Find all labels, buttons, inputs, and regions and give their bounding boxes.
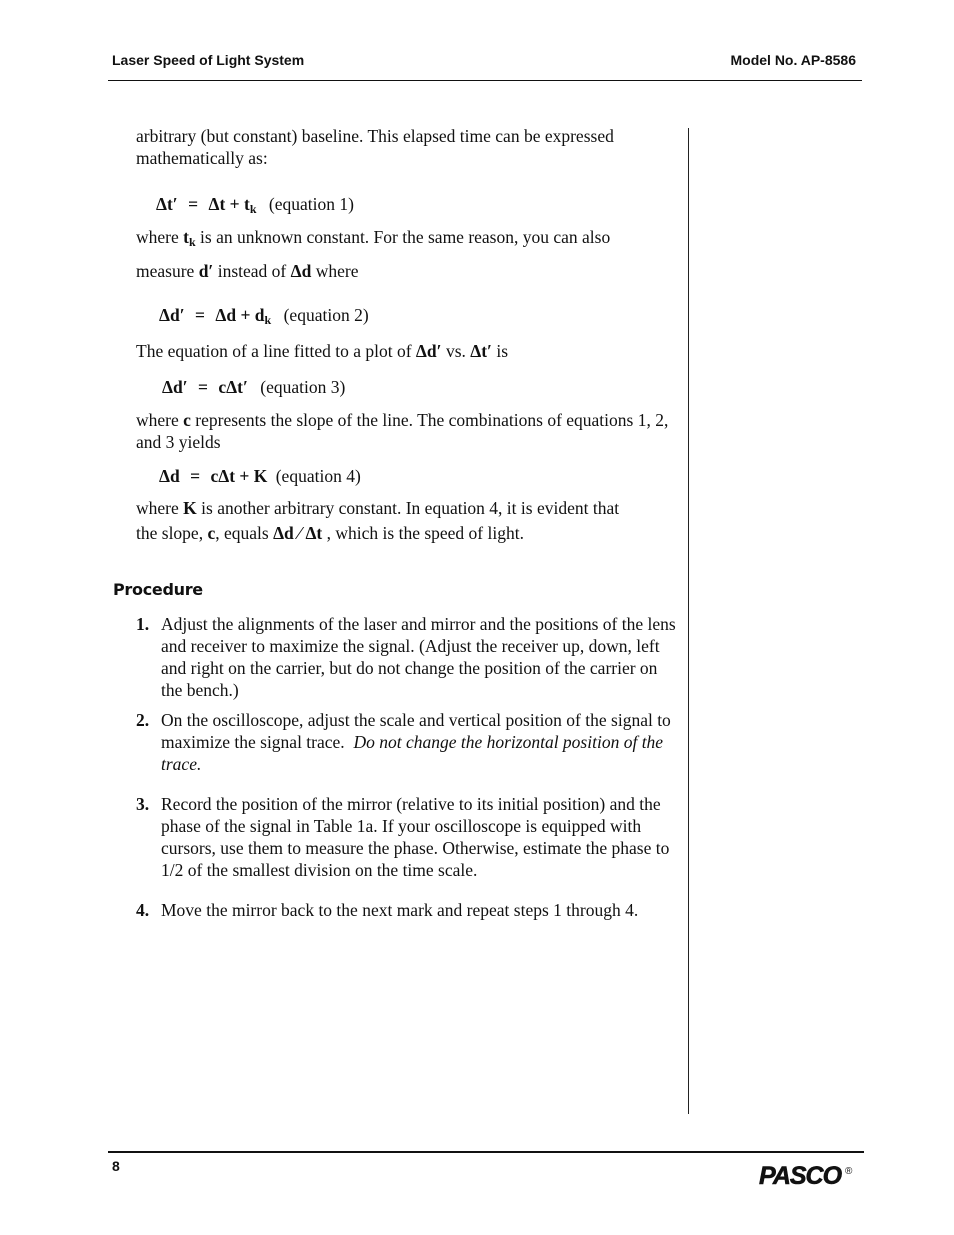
procedure-step (136, 793, 681, 881)
eq2-lhs: Δd′ (159, 305, 185, 325)
equation-3 (162, 377, 345, 398)
eq3-label: (equation 3) (260, 377, 346, 397)
text-run: instead of (213, 261, 291, 281)
text-run: the slope, (136, 523, 208, 543)
var-t: t (183, 227, 189, 247)
text-run: vs. (441, 341, 471, 361)
eq3-equals: = (198, 377, 208, 397)
eq4-rhs: cΔt + K (210, 466, 268, 486)
var-K: K (183, 498, 197, 518)
text-run: , which is the speed of light. (322, 523, 524, 543)
paragraph-unknown-constant (136, 226, 684, 253)
paragraph-measure (136, 260, 684, 282)
paragraph-speed-of-light (136, 522, 684, 544)
logo-text: PASCO (759, 1162, 842, 1190)
var-delta-d: Δd (290, 261, 312, 281)
equation-1 (156, 194, 354, 217)
step-number: 4. (136, 900, 150, 920)
eq1-lhs: Δt′ (156, 194, 178, 214)
step-number: 1. (136, 614, 150, 634)
margin-rule (688, 128, 689, 1114)
eq2-rhs: Δd + d (215, 305, 265, 325)
step-text: Move the mirror back to the next mark and repeat steps 1 through 4. (161, 900, 639, 920)
var-subscript: k (188, 235, 196, 249)
registered-mark: ® (845, 1166, 853, 1177)
eq4-equals: = (190, 466, 201, 486)
procedure-step (136, 709, 681, 775)
text-run: where (136, 227, 184, 247)
text-run: The equation of a line fitted to a plot of (136, 341, 416, 361)
var-delta-t-prime: Δt′ (470, 341, 492, 361)
text-run: is another arbitrary constant. In equation 4, it is evident that (196, 498, 620, 518)
procedure-step (136, 899, 681, 921)
eq3-lhs: Δd′ (162, 377, 188, 397)
paragraph-baseline: arbitrary (but constant) baseline. This elapsed time can be expressed mathematically as: (136, 126, 614, 168)
var-delta-d-prime: Δd′ (415, 341, 442, 361)
step-number: 2. (136, 710, 150, 730)
eq1-subscript: k (249, 202, 257, 216)
step-text: Record the position of the mirror (relative to its initial position) and the phase of the signal in Table 1a. If your oscilloscope is equipped with cursors, use them to measure the phase. Otherwise, estimate the phase to 1/2 of the smallest division on the time scale. (161, 794, 670, 880)
text-run: is an unknown constant. For the same reason, you can also (195, 227, 611, 247)
var-c: c (207, 523, 216, 543)
eq2-equals: = (195, 305, 205, 325)
step-text (161, 709, 681, 775)
eq1-equals: = (188, 194, 199, 214)
var-c: c (183, 410, 191, 430)
paragraph-arbitrary-constant (136, 497, 684, 519)
text-run: , equals (215, 523, 274, 543)
eq2-label: (equation 2) (283, 305, 369, 325)
step-number: 3. (136, 794, 150, 814)
var-ratio: Δd ⁄ Δt (273, 523, 323, 543)
eq3-rhs: cΔt′ (218, 377, 248, 397)
text-run: measure (136, 261, 199, 281)
eq1-rhs: Δt + t (208, 194, 250, 214)
step-text: Adjust the alignments of the laser and mirror and the positions of the lens and receiver to maximize the signal. (Adjust the receiver up, down, left and right on the carrier, but do not change the position of the carrier on the bench.) (161, 614, 676, 700)
equation-4 (159, 466, 361, 487)
text-run: is (491, 341, 509, 361)
eq4-lhs: Δd (159, 466, 180, 486)
text-run: where (136, 410, 184, 430)
pasco-logo (757, 1160, 857, 1190)
text-run: represents the slope of the line. The combinations of equations 1, 2, and 3 yields (136, 410, 669, 452)
paragraph-slope (136, 409, 684, 453)
eq2-subscript: k (264, 313, 272, 327)
eq1-label: (equation 1) (268, 194, 354, 214)
step-text-run: On the oscilloscope, adjust the scale and vertical position of the signal to maximize the signal trace. (161, 710, 671, 752)
header-rule (108, 80, 862, 81)
text-run: where (311, 261, 359, 281)
eq4-label: (equation 4) (275, 466, 361, 486)
paragraph-line-fit (136, 340, 684, 362)
equation-2 (159, 305, 369, 328)
footer-rule (108, 1151, 864, 1153)
procedure-step (136, 613, 681, 701)
var-d-prime: d′ (198, 261, 214, 281)
procedure-heading: Procedure (113, 580, 203, 599)
step-italic-note: Do not change the horizontal position of the trace. (161, 732, 664, 774)
header-title: Laser Speed of Light System (112, 52, 305, 68)
header-model-number: Model No. AP-8586 (730, 52, 856, 68)
text-run: where (136, 498, 184, 518)
page-number: 8 (112, 1158, 120, 1174)
